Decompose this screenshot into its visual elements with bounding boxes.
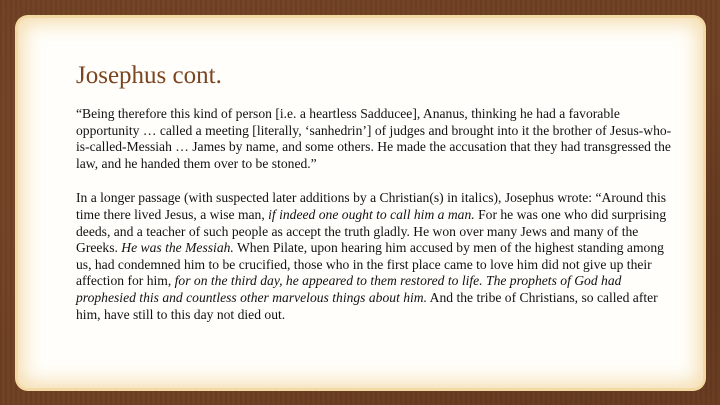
passage-italic-3: for on the third day, he appeared to them restored to life. The prophets of God had prophesied this and countless other marvelous things about him. [76,273,622,305]
quote-paragraph: “Being therefore this kind of person [i.e. a heartless Sadducee], Ananus, thinking he had a favorable opportunity … called a meeting [literally, ‘sanhedrin’] of judges and brought into it the brother of Jesus-who-is-called-Messiah … James by name, and some others. He made the accusation that they had transgressed the law, and he handed them over to be stoned.” [76,106,672,171]
passage-text-3: When Pilate, upon hearing him accused by men of the highest standing among us, had condemned him to be crucified, those who in the first place came to love him did not give up their affection for him, [76,240,664,289]
passage-text-2: For he was one who did surprising deeds, and a teacher of such people as accept the truth gladly. He won over many Jews and many of the Greeks. [76,206,667,256]
slide [18,18,703,388]
slide-body [76,106,680,323]
slide-title: Josephus cont. [76,62,222,89]
passage-paragraph [76,190,680,323]
passage-italic-1: if indeed one ought to call him a man. [268,206,475,222]
passage-text-4: And the tribe of Christians, so called after him, have still to this day not died out. [76,289,658,322]
passage-text-1: In a longer passage (with suspected later additions by a Christian(s) in italics), Josephus wrote: “Around this time there lived Jesus, a wise man, [76,190,667,222]
passage-italic-2: He was the Messiah. [121,240,234,256]
